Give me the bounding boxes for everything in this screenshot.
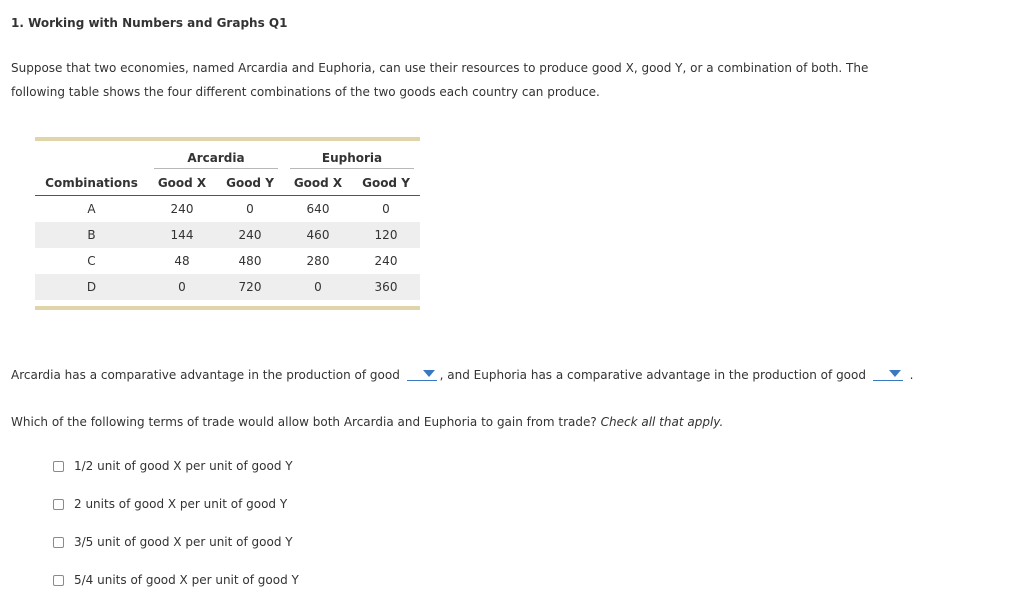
cell-arcardia-x: 0	[148, 274, 216, 300]
question-title: 1. Working with Numbers and Graphs Q1	[11, 16, 288, 30]
option-1-checkbox[interactable]	[53, 461, 64, 472]
option-4[interactable]	[53, 573, 299, 587]
question2-hint: Check all that apply.	[600, 415, 724, 429]
header-euphoria-good-y: Good Y	[352, 171, 420, 196]
question1-part2: , and Euphoria has a comparative advantage in the production of good	[439, 368, 866, 382]
cell-arcardia-x: 240	[170, 202, 194, 216]
header-blank	[35, 149, 148, 171]
terms-of-trade-question	[11, 415, 723, 429]
cell-euphoria-x: 640	[306, 202, 330, 216]
header-euphoria: Euphoria	[284, 149, 420, 171]
euphoria-good-dropdown[interactable]	[873, 367, 903, 381]
option-4-label: 5/4 units of good X per unit of good Y	[74, 573, 299, 587]
header-arcardia-good-x: Good X	[148, 171, 216, 196]
comparative-advantage-question	[11, 367, 913, 382]
cell-euphoria-x: 0	[284, 274, 352, 300]
option-3-checkbox[interactable]	[53, 537, 64, 548]
intro-line-2: following table shows the four different combinations of the two goods each country can produce.	[11, 85, 600, 99]
cell-arcardia-x: 48	[174, 254, 190, 268]
cell-euphoria-y: 360	[352, 274, 420, 300]
header-euphoria-good-x: Good X	[284, 171, 352, 196]
cell-arcardia-y: 720	[216, 274, 284, 300]
row-label: C	[87, 254, 96, 268]
cell-arcardia-y: 240	[216, 222, 284, 248]
option-3-label: 3/5 unit of good X per unit of good Y	[74, 535, 293, 549]
cell-euphoria-y: 120	[352, 222, 420, 248]
header-arcardia-good-y: Good Y	[216, 171, 284, 196]
header-arcardia: Arcardia	[148, 149, 284, 171]
row-label: B	[35, 222, 148, 248]
option-3[interactable]	[53, 535, 293, 549]
cell-arcardia-y: 480	[238, 254, 262, 268]
dropdown-arrow-icon	[423, 370, 435, 377]
question1-part1: Arcardia has a comparative advantage in the production of good	[11, 368, 400, 382]
option-2[interactable]	[53, 497, 287, 511]
arcardia-good-dropdown[interactable]	[407, 367, 437, 381]
cell-arcardia-y: 0	[246, 202, 254, 216]
question2-text: Which of the following terms of trade would allow both Arcardia and Euphoria to gain from trade?	[11, 415, 597, 429]
header-combinations: Combinations	[35, 171, 148, 196]
table-row	[35, 196, 420, 223]
table-row	[35, 222, 420, 248]
table-row	[35, 248, 420, 274]
table-row	[35, 274, 420, 300]
production-table	[35, 149, 420, 300]
cell-euphoria-x: 460	[284, 222, 352, 248]
option-1[interactable]	[53, 459, 293, 473]
cell-euphoria-y: 240	[374, 254, 398, 268]
option-2-checkbox[interactable]	[53, 499, 64, 510]
option-4-checkbox[interactable]	[53, 575, 64, 586]
row-label: A	[87, 202, 96, 216]
cell-arcardia-x: 144	[148, 222, 216, 248]
question1-end: .	[909, 368, 914, 382]
production-table-wrapper	[35, 137, 420, 310]
option-2-label: 2 units of good X per unit of good Y	[74, 497, 288, 511]
option-1-label: 1/2 unit of good X per unit of good Y	[74, 459, 293, 473]
intro-line-1: Suppose that two economies, named Arcardia and Euphoria, can use their resources to produce good X, good Y, or a combination of both. The	[11, 61, 869, 75]
dropdown-arrow-icon	[889, 370, 901, 377]
cell-euphoria-y: 0	[382, 202, 390, 216]
intro-text	[11, 56, 911, 104]
cell-euphoria-x: 280	[306, 254, 330, 268]
row-label: D	[35, 274, 148, 300]
